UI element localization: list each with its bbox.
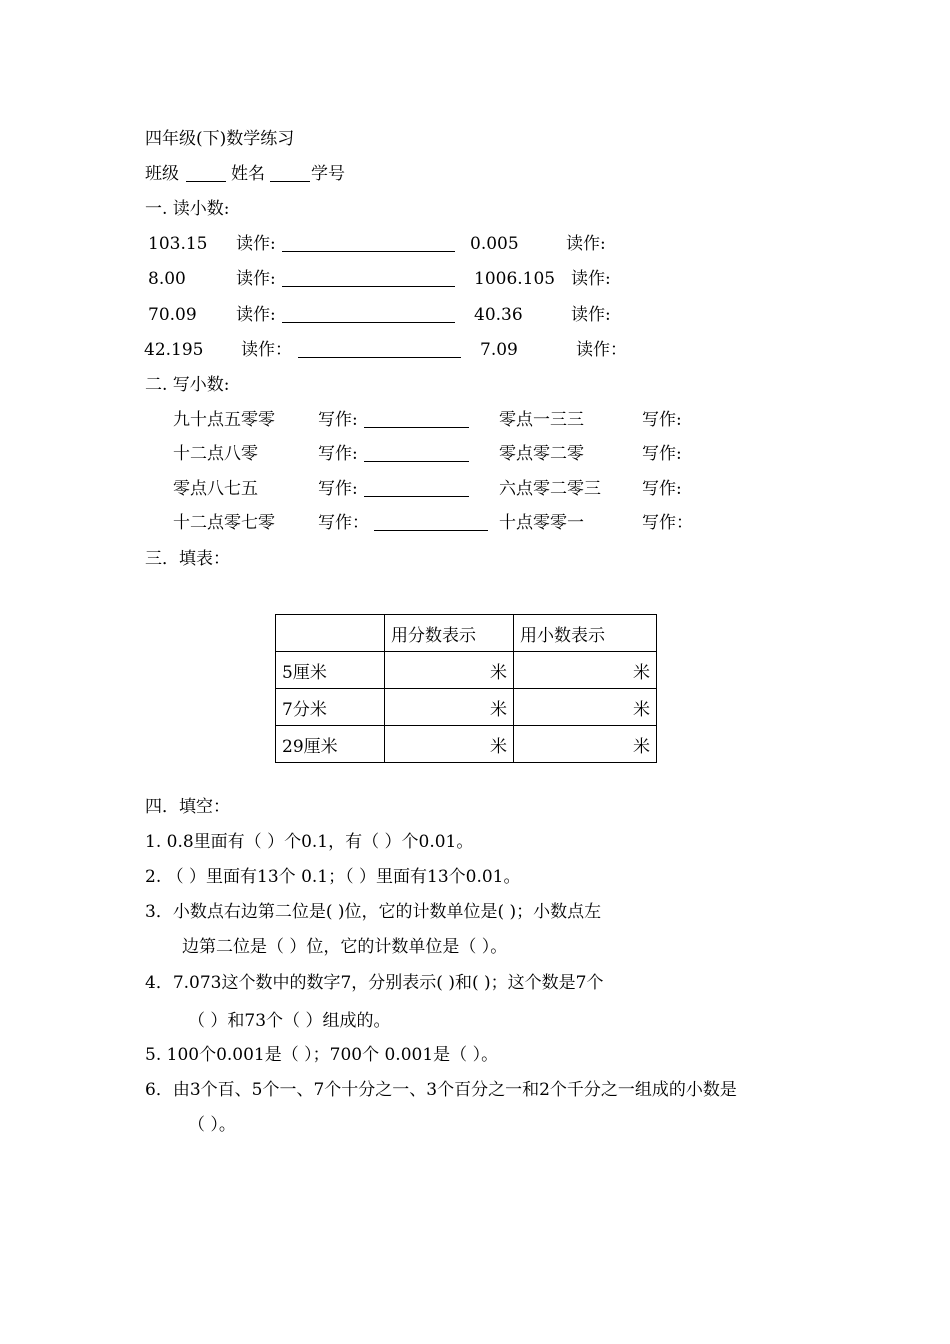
table-header-row bbox=[276, 615, 657, 652]
question-line: 5. 100个0.001是（ ）；700个 0.001是（ ）。 bbox=[145, 1045, 499, 1065]
name-blank[interactable] bbox=[270, 181, 310, 182]
read-label: 读作: bbox=[571, 269, 611, 289]
read-answer-blank[interactable] bbox=[282, 251, 455, 252]
fraction-cell[interactable]: 米 bbox=[385, 726, 514, 763]
row-label: 5厘米 bbox=[276, 652, 385, 689]
question-line: 2. （ ）里面有13个 0.1；（ ）里面有13个0.01。 bbox=[145, 867, 521, 887]
read-label: 读作： bbox=[576, 340, 627, 360]
question-line: 边第二位是（ ）位，它的计数单位是（ ）。 bbox=[182, 937, 508, 957]
write-answer-blank[interactable] bbox=[364, 461, 469, 462]
write-words: 零点零二零 bbox=[499, 444, 584, 464]
question-line: （ ）。 bbox=[188, 1115, 236, 1135]
question-line: 6．由3个百、5个一、7个十分之一、3个百分之一和2个千分之一组成的小数是 bbox=[145, 1080, 737, 1100]
write-words: 十点零零一 bbox=[499, 513, 584, 533]
section4-heading: 四．填空： bbox=[145, 797, 230, 817]
table-header-cell: 用分数表示 bbox=[385, 615, 514, 652]
read-number: 1006.105 bbox=[474, 269, 556, 289]
section2-heading: 二. 写小数: bbox=[145, 375, 230, 395]
read-label: 读作: bbox=[236, 234, 276, 254]
read-label: 读作: bbox=[566, 234, 606, 254]
write-label: 写作: bbox=[318, 479, 358, 499]
read-answer-blank[interactable] bbox=[282, 322, 455, 323]
table-row bbox=[276, 652, 657, 689]
number-label: 学号 bbox=[311, 164, 345, 184]
row-label: 29厘米 bbox=[276, 726, 385, 763]
write-answer-blank[interactable] bbox=[364, 427, 469, 428]
write-answer-blank[interactable] bbox=[374, 530, 488, 531]
name-label: 姓名 bbox=[231, 164, 265, 184]
read-number: 8.00 bbox=[148, 269, 186, 289]
table-row bbox=[276, 726, 657, 763]
read-answer-blank[interactable] bbox=[298, 357, 461, 358]
class-label: 班级 bbox=[145, 164, 179, 184]
fill-table bbox=[275, 614, 657, 763]
write-answer-blank[interactable] bbox=[364, 496, 469, 497]
question-line: （ ）和73个（ ）组成的。 bbox=[188, 1011, 391, 1031]
table-header-cell: 用小数表示 bbox=[514, 615, 657, 652]
read-number: 42.195 bbox=[144, 340, 204, 360]
write-words: 九十点五零零 bbox=[173, 410, 275, 430]
write-label: 写作: bbox=[318, 444, 358, 464]
row-label: 7分米 bbox=[276, 689, 385, 726]
write-words: 十二点八零 bbox=[173, 444, 258, 464]
section1-heading: 一. 读小数: bbox=[145, 199, 230, 219]
decimal-cell[interactable]: 米 bbox=[514, 652, 657, 689]
read-number: 0.005 bbox=[470, 234, 519, 254]
write-words: 零点一三三 bbox=[499, 410, 584, 430]
read-label: 读作: bbox=[571, 305, 611, 325]
read-number: 7.09 bbox=[480, 340, 518, 360]
table-header-cell bbox=[276, 615, 385, 652]
fraction-cell[interactable]: 米 bbox=[385, 689, 514, 726]
write-words: 六点零二零三 bbox=[499, 479, 601, 499]
write-words: 零点八七五 bbox=[173, 479, 258, 499]
read-number: 103.15 bbox=[148, 234, 208, 254]
class-blank[interactable] bbox=[186, 181, 226, 182]
write-words: 十二点零七零 bbox=[173, 513, 275, 533]
fraction-cell[interactable]: 米 bbox=[385, 652, 514, 689]
write-label: 写作： bbox=[318, 513, 369, 533]
write-label: 写作: bbox=[642, 479, 682, 499]
read-label: 读作: bbox=[236, 269, 276, 289]
read-answer-blank[interactable] bbox=[282, 286, 455, 287]
section3-heading: 三．填表： bbox=[145, 549, 230, 569]
read-label: 读作： bbox=[241, 340, 292, 360]
write-label: 写作： bbox=[642, 513, 693, 533]
table-row bbox=[276, 689, 657, 726]
question-line: 1. 0.8里面有（ ）个0.1，有（ ）个0.01。 bbox=[145, 832, 474, 852]
write-label: 写作: bbox=[642, 444, 682, 464]
write-label: 写作: bbox=[318, 410, 358, 430]
write-label: 写作: bbox=[642, 410, 682, 430]
decimal-cell[interactable]: 米 bbox=[514, 689, 657, 726]
question-line: 3．小数点右边第二位是( )位，它的计数单位是( )；小数点左 bbox=[145, 902, 602, 922]
read-number: 70.09 bbox=[148, 305, 197, 325]
read-label: 读作: bbox=[236, 305, 276, 325]
question-line: 4．7.073这个数中的数字7，分别表示( )和( )；这个数是7个 bbox=[145, 973, 604, 993]
page-title: 四年级(下)数学练习 bbox=[145, 129, 295, 149]
read-number: 40.36 bbox=[474, 305, 523, 325]
decimal-cell[interactable]: 米 bbox=[514, 726, 657, 763]
